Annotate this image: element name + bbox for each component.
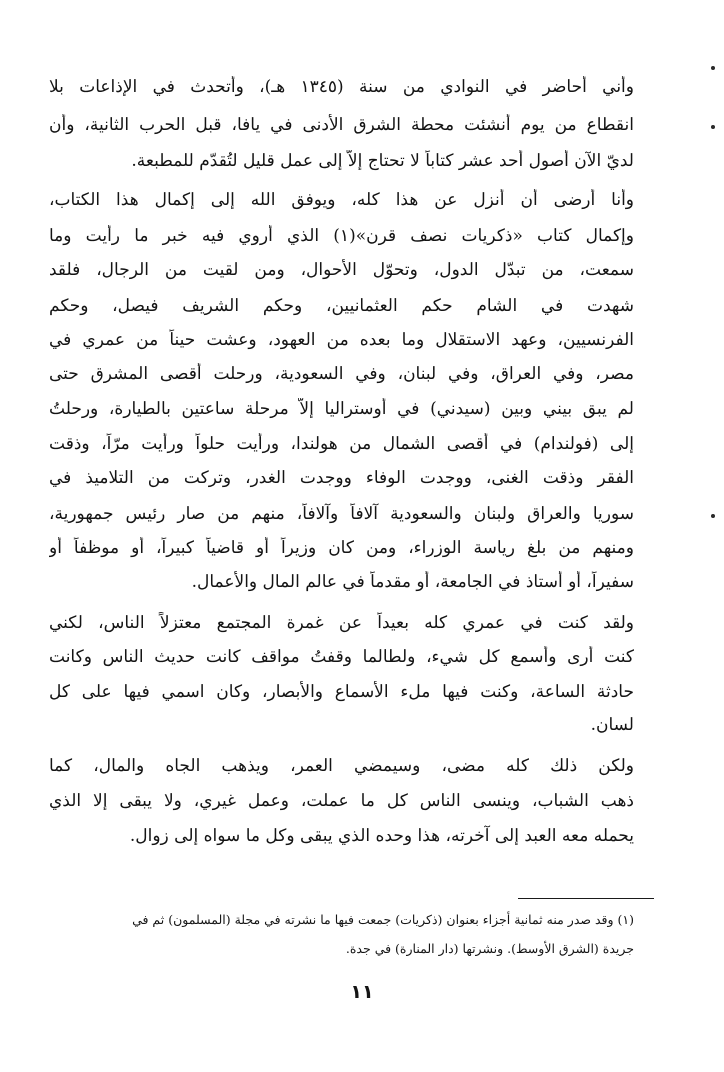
text-line: الفقر وذقت الغنى، ووجدت الوفاء ووجدت الغدر، وتركت من التلاميذ في: [49, 468, 634, 488]
text-line: ولقد كنت في عمري كله بعيداً عن غمرة المجتمع معتزلاً الناس، لكني: [49, 613, 634, 633]
text-line: لسان.: [590, 715, 634, 735]
text-line: شهدت في الشام حكم العثمانيين، وحكم الشريف فيصل، وحكم: [49, 296, 634, 316]
text-line: سمعت، من تبدّل الدول، وتحوّل الأحوال، ومن لقيت من الرجال، فلقد: [49, 260, 634, 280]
text-line: سفيراً، أو أستاذ في الجامعة، أو مقدماً في عالم المال والأعمال.: [191, 572, 634, 592]
text-line: حادثة الساعة، وكنت فيها ملء الأسماع والأبصار، وكان اسمي فيها على كل: [49, 682, 634, 702]
text-line: مصر، وفي العراق، وفي لبنان، وفي السعودية، ورحلت أقصى المشرق حتى: [49, 364, 634, 384]
text-line: ولكن ذلك كله مضى، وسيمضي العمر، ويذهب الجاه والمال، كما: [49, 756, 634, 776]
text-line: لم يبق بيني وبين (سيدني) في أوستراليا إلاّ مرحلة ساعتين بالطيارة، ورحلتُ: [49, 399, 634, 419]
text-line: كنت أرى وأسمع كل شيء، ولطالما وقفتُ مواقف كانت حديث الناس وكانت: [49, 647, 634, 667]
footnote-line: جريدة (الشرق الأوسط). ونشرتها (دار المنارة) في جدة.: [345, 941, 634, 956]
text-line: يحمله معه العبد إلى آخرته، هذا وحده الذي يبقى وكل ما سواه إلى زوال.: [129, 826, 634, 846]
scan-mark: [711, 125, 715, 129]
text-line: انقطاع من يوم أنشئت محطة الشرق الأدنى في يافا، قبل الحرب الثانية، وأن: [49, 115, 634, 135]
scan-mark: [711, 66, 715, 70]
text-line: وإكمال كتاب «ذكريات نصف قرن»(١) الذي أروي فيه خبر ما رأيت وما: [49, 226, 634, 246]
text-line: وأنا أرضى أن أنزل عن هذا كله، ويوفق الله إلى إكمال هذا الكتاب،: [49, 190, 634, 210]
text-line: وأني أحاضر في النوادي من سنة (١٣٤٥ هـ)، وأتحدث في الإذاعات بلا: [49, 77, 634, 97]
scan-mark: [711, 514, 715, 518]
text-line: الفرنسيين، وعهد الاستقلال وما بعده من العهود، وعشت حيناً من عمري في: [49, 330, 634, 350]
footnote-line: (١) وقد صدر منه ثمانية أجزاء بعنوان (ذكريات) جمعت فيها ما نشرته في مجلة (المسلمون) ثم في: [132, 912, 634, 927]
footnote-separator: [518, 898, 654, 899]
page-number: ١١: [350, 981, 374, 1003]
text-line: سوريا والعراق ولبنان والسعودية آلافاً وآلافاً، منهم من صار رئيس جمهورية،: [49, 504, 634, 524]
text-line: ومنهم من بلغ رياسة الوزراء، ومن كان وزيراً أو قاضياً كبيراً، أو موظفاً أو: [49, 538, 634, 558]
text-line: لديّ الآن أصول أحد عشر كتاباً لا تحتاج إلاّ إلى عمل قليل لتُقدّم للمطبعة.: [131, 151, 634, 171]
text-line: ذهب الشباب، وينسى الناس كل ما عملت، وعمل غيري، ولا يبقى إلا الذي: [49, 791, 634, 811]
text-line: إلى (فولندام) في أقصى الشمال من هولندا، ورأيت حلواً ورأيت مرّاً، وذقت: [49, 434, 634, 454]
